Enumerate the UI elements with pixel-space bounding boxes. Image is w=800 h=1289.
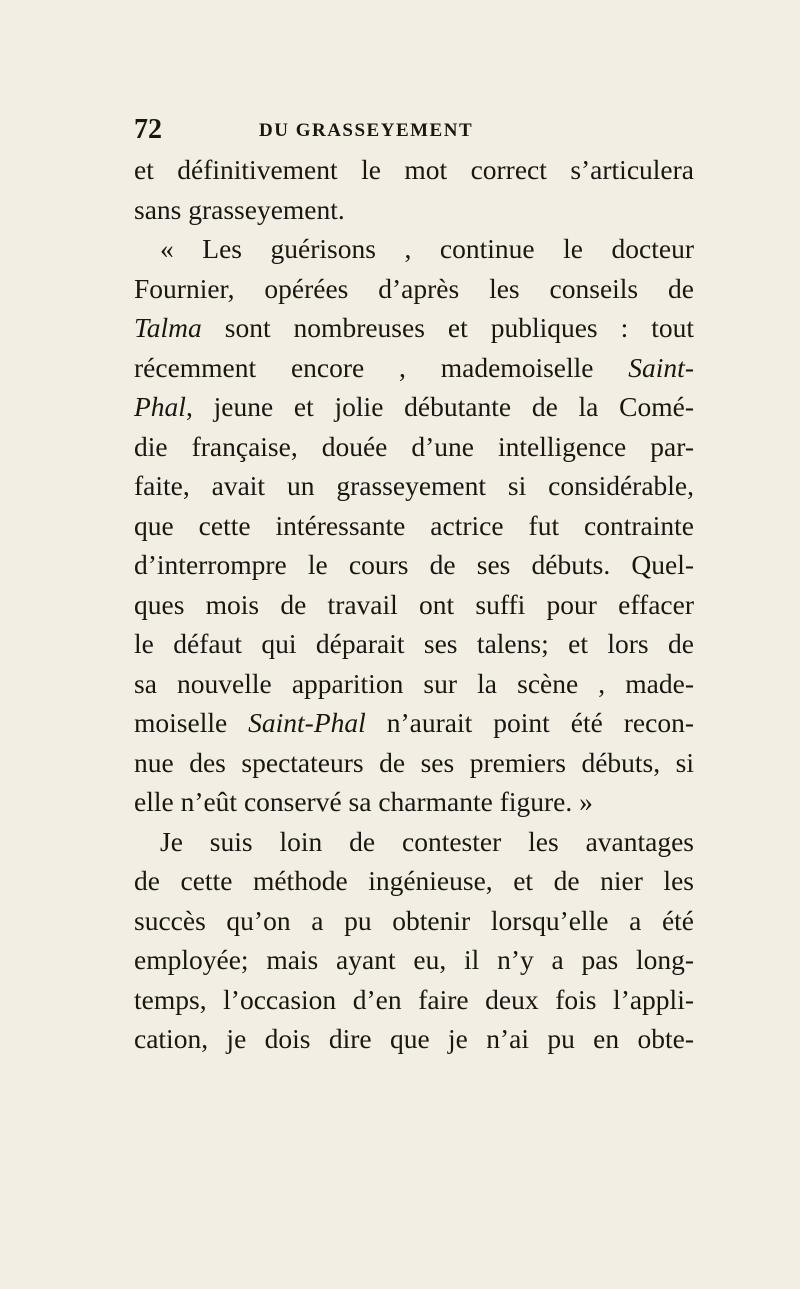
text-line [134, 269, 694, 309]
text-segment: récemment encore , mademoiselle [134, 351, 629, 383]
text-segment: de cette méthode ingénieuse, et de nier les [134, 865, 694, 896]
text-line [134, 624, 694, 664]
text-segment: succès qu’on a pu obtenir lorsqu’elle a été [134, 904, 694, 936]
italic-text: Saint- [628, 351, 694, 383]
text-segment: moiselle [134, 707, 249, 738]
text-line [134, 703, 694, 743]
text-line [134, 545, 694, 585]
text-line [134, 782, 694, 822]
text-segment: le défaut qui déparait ses talens; et lors de [134, 628, 694, 659]
text-line [134, 980, 694, 1020]
text-segment: et définitivement le mot correct s’articulera [134, 154, 694, 185]
text-line [134, 427, 694, 467]
text-line [134, 150, 694, 190]
text-line [134, 308, 694, 348]
text-segment: Fournier, opérées d’après les conseils de [134, 272, 694, 304]
text-segment: die française, douée d’une intelligence par- [134, 430, 694, 462]
text-line [134, 466, 694, 506]
text-line [134, 348, 694, 388]
text-segment: elle n’eût conservé sa charmante figure. » [134, 786, 593, 817]
text-segment: faite, avait un grasseyement si considérable, [134, 470, 694, 501]
italic-text: Saint-Phal [248, 707, 366, 738]
text-line [134, 190, 694, 230]
text-segment: ques mois de travail ont suffi pour effacer [134, 588, 694, 620]
text-segment: sont nombreuses et publiques : tout [201, 312, 694, 343]
text-segment: nue des spectateurs de ses premiers débuts, si [134, 746, 694, 778]
text-segment: , jeune et jolie débutante de la Comé- [185, 391, 694, 422]
text-line [134, 743, 694, 783]
text-line [134, 585, 694, 625]
text-line [134, 822, 694, 862]
text-line [134, 387, 694, 427]
text-line [134, 940, 694, 980]
text-line [134, 1019, 694, 1059]
italic-text: Talma [134, 312, 202, 343]
body-text [134, 150, 694, 1059]
text-line [134, 901, 694, 941]
text-segment: « Les guérisons , continue le docteur [160, 233, 694, 264]
text-segment: d’interrompre le cours de ses débuts. Quel- [134, 549, 694, 580]
text-segment: cation, je dois dire que je n’ai pu en obte- [134, 1023, 694, 1054]
text-segment: que cette intéressante actrice fut contrainte [134, 509, 694, 541]
text-segment: sans grasseyement. [134, 193, 345, 225]
text-segment: employée; mais ayant eu, il n’y a pas long- [134, 944, 694, 975]
text-segment: temps, l’occasion d’en faire deux fois l’appli- [134, 983, 694, 1015]
text-segment: Je suis loin de contester les avantages [160, 825, 694, 857]
text-segment: sa nouvelle apparition sur la scène , made- [134, 667, 694, 699]
text-line [134, 506, 694, 546]
page-number: 72 [134, 114, 162, 145]
text-line [134, 664, 694, 704]
italic-text: Phal [134, 391, 186, 422]
running-head: DU GRASSEYEMENT [259, 120, 474, 141]
text-segment: n’aurait point été recon- [365, 707, 694, 738]
text-line [134, 861, 694, 901]
text-line [134, 229, 694, 269]
page-header [134, 113, 694, 147]
